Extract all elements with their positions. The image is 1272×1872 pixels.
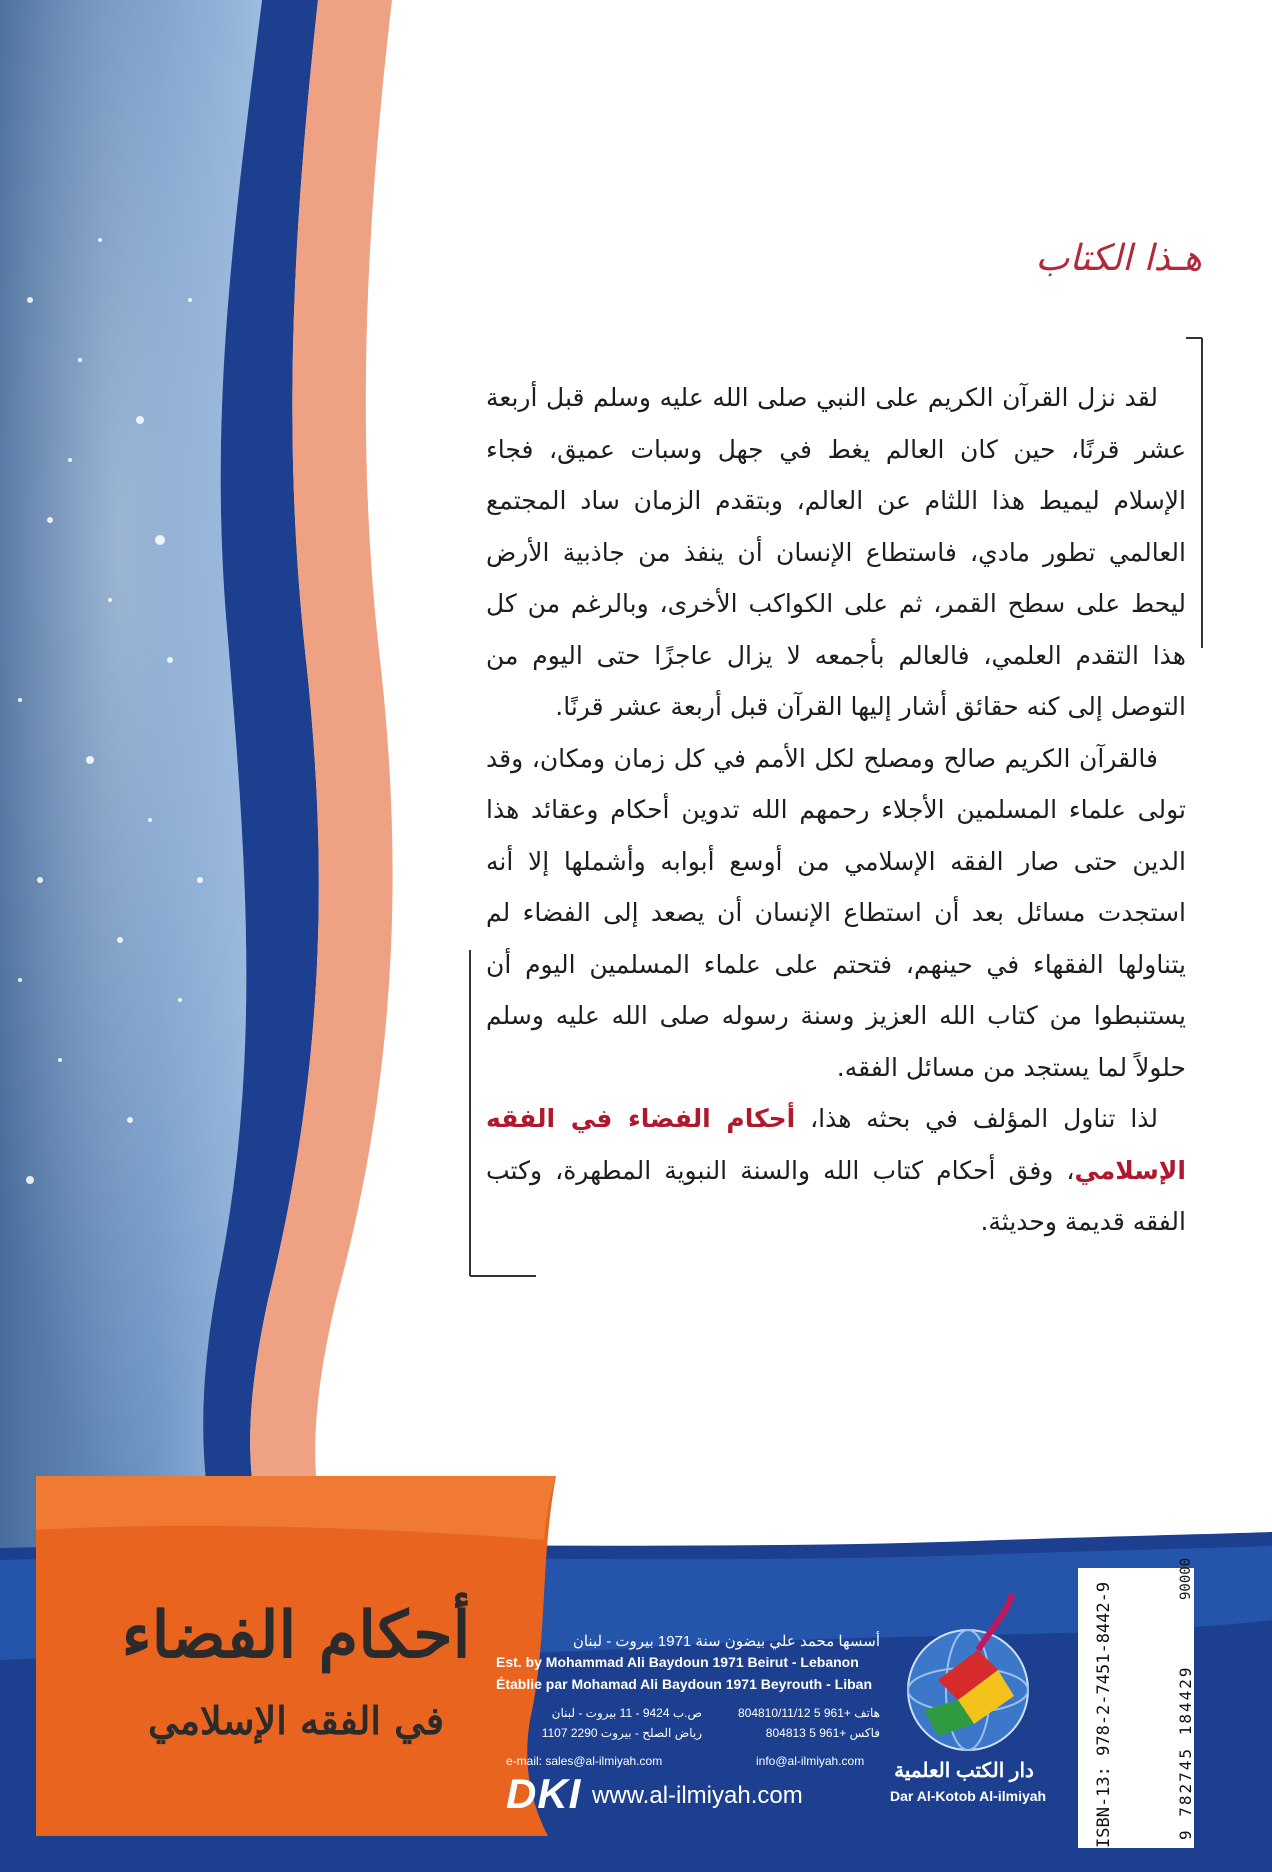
book-description <box>486 372 1186 1248</box>
founded-en: Est. by Mohammad Ali Baydoun 1971 Beirut - Lebanon <box>496 1654 859 1670</box>
publisher-email: e-mail: sales@al-ilmiyah.com <box>506 1754 663 1768</box>
isbn-label: ISBN-13: 978-2-7451-8442-9 <box>1094 1581 1114 1848</box>
barcode-digits: 9 782745 184429 <box>1176 1665 1195 1840</box>
section-heading: هـذا الكتاب <box>1035 238 1202 279</box>
book-title-sub: في الفقه الإسلامي <box>147 1698 445 1743</box>
paragraph-2: فالقرآن الكريم صالح ومصلح لكل الأمم في كل زمان ومكان، وقد تولى علماء المسلمين الأجلاء رحمهم الله تدوين أحكام وعقائد هذا الدين حتى صار الفقه الإسلامي من أوسع أبوابه وأشملها إلا أنه استجدت مسائل بعد أن استطاع الإنسان أن يصعد إلى الفضاء لم يتناولها الفقهاء في حينهم، فتحتم على علماء المسلمين اليوم أن يستنبطوا من كتاب الله العزيز وسنة رسوله صلى الله عليه وسلم حلولاً لما يستجد من مسائل الفقه. <box>486 743 1186 1082</box>
publisher-pobox: ص.ب 9424 - 11 بيروت - لبنان <box>551 1706 702 1720</box>
publisher-fax: فاكس +961 5 804813 <box>765 1726 880 1740</box>
paragraph-3: لذا تناول المؤلف في بحثه هذا، أحكام الفضاء في الفقه الإسلامي، وفق أحكام كتاب الله والسنة النبوية المطهرة، وكتب الفقه قديمة وحديثة. <box>486 1104 1186 1236</box>
highlighted-title: أحكام الفضاء في الفقه الإسلامي <box>486 1104 1186 1185</box>
publisher-name-ar: دار الكتب العلمية <box>894 1760 1034 1782</box>
publisher-website: www.al-ilmiyah.com <box>592 1782 803 1809</box>
barcode-addon: 90000 <box>1178 1557 1194 1600</box>
publisher-tel: هاتف +961 5 804810/11/12 <box>737 1706 880 1720</box>
book-title-main: أحكام الفضاء <box>121 1598 471 1673</box>
dki-logo: DKI <box>506 1770 582 1817</box>
founded-fr: Établie par Mohamad Ali Baydoun 1971 Beyrouth - Liban <box>496 1676 872 1692</box>
publisher-info-email: info@al-ilmiyah.com <box>756 1754 865 1768</box>
founded-ar: أسسها محمد علي بيضون سنة 1971 بيروت - لبنان <box>572 1633 880 1650</box>
paragraph-1: لقد نزل القرآن الكريم على النبي صلى الله عليه وسلم قبل أربعة عشر قرنًا، حين كان العالم يغط في جهل وسبات عميق، فجاء الإسلام ليميط هذا اللثام عن العالم، وبتقدم الزمان ساد المجتمع العالمي تطور مادي، فاستطاع الإنسان أن ينفذ من جاذبية الأرض ليحط على سطح القمر، ثم على الكواكب الأخرى، وبالرغم من كل هذا التقدم العلمي، فالعالم بأجمعه لا يزال عاجزًا حتى اليوم من التوصل إلى كنه حقائق أشار إليها القرآن قبل أربعة عشر قرنًا. <box>486 383 1186 721</box>
publisher-address: رياض الصلح - بيروت 2290 1107 <box>541 1726 702 1740</box>
publisher-name-en: Dar Al-Kotob Al-ilmiyah <box>890 1788 1047 1804</box>
